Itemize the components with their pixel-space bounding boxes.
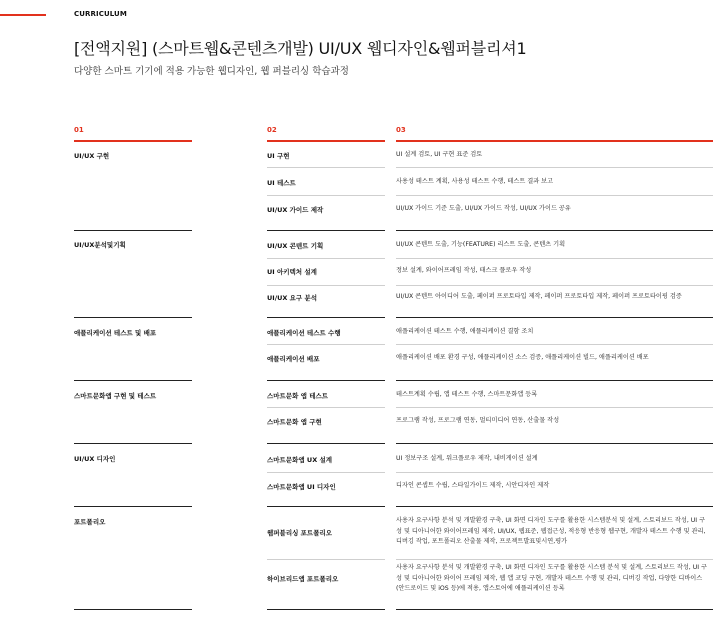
unit-name: 애플리케이션 배포 [267,355,320,363]
page-subtitle: 다양한 스마트 기기에 적용 가능한 웹디자인, 웹 퍼블리싱 학습과정 [74,66,349,77]
unit-description: 사용자 요구사항 분석 및 개발환경 구축, UI 화면 디자인 도구를 활용한 시스템 분석 및 설계, 스토리보드 작성, UI 구성 및 디아니어한 와이어 프레임 제작, 웹 앱 코딩 구현, 개발자 테스트 수행 및 관리, 디버깅 작업, 다양한 디바이스(안드로이드 및 iOS 등)에 적용, 앱스토어에 애플리케이션 등록 [396,564,708,592]
category-divider [74,506,192,507]
column-number-03: 03 [396,126,406,134]
curriculum-row [267,318,713,345]
page-title: [전액지원] (스마트웹&콘텐츠개발) UI/UX 웹디자인&웹퍼블리셔1 [74,39,527,58]
unit-description: 애플리케이션 배포 환경 구성, 애플리케이션 소스 검증, 애플리케이션 빌드, 애플리케이션 배포 [396,354,649,361]
unit-name: 스마트문화앱 UX 설계 [267,456,333,464]
curriculum-row [267,444,713,473]
category-divider [74,230,192,231]
category-divider [74,380,192,381]
curriculum-row [267,473,713,507]
unit-description: 사용성 테스트 계획, 사용성 테스트 수행, 테스트 결과 보고 [396,178,554,185]
unit-name: UI/UX 가이드 제작 [267,206,324,214]
curriculum-row [267,381,713,408]
unit-name: 웹퍼블리싱 포트폴리오 [267,529,333,537]
unit-name: 하이브리드앱 포트폴리오 [267,575,339,583]
unit-description: 테스트계획 수립, 앱 테스트 수행, 스마트문화앱 등록 [396,391,538,398]
unit-name: 스마트문화앱 UI 디자인 [267,483,336,491]
unit-description: 정보 설계, 와이어프레임 작성, 태스크 플로우 작성 [396,267,532,274]
unit-name: UI/UX 요구 분석 [267,294,318,302]
unit-name: 애플리케이션 테스트 수행 [267,329,341,337]
unit-description: 프로그램 작성, 프로그램 연동, 멀티미디어 연동, 산출물 작성 [396,417,560,424]
column-number-01: 01 [74,126,84,134]
category-name: UI/UX 구현 [74,152,110,160]
curriculum-row [267,259,713,286]
accent-line [0,14,46,16]
section-label: CURRICULUM [74,10,127,18]
category-name: UI/UX분석및기획 [74,241,126,249]
category-name: 스마트문화앱 구현 및 테스트 [74,392,157,400]
unit-name: UI/UX 콘텐트 기획 [267,242,324,250]
unit-description: 사용자 요구사항 분석 및 개발환경 구축, UI 화면 디자인 도구를 활용한 시스템분석 및 설계, 스토리보드 작성, UI 구성 및 디아니어한 와이어프레임 제작, UI/UX, 웹표준, 웹접근성, 적응형 반응형 웹구현, 개발자 테스트 수행 및 관리, 디버깅 작업, 포트폴리오 산출물 제작, 프로젝트발표및시연,평가 [396,517,706,545]
curriculum-row [267,345,713,381]
category-divider [74,609,192,610]
unit-description: UI/UX 콘텐트 도출, 기능(FEATURE) 리스트 도출, 콘텐츠 기획 [396,241,566,248]
unit-name: UI 구현 [267,152,290,160]
unit-description: UI 정보구조 설계, 워크플로우 제작, 내비게이션 설계 [396,455,538,462]
category-name: UI/UX 디자인 [74,455,116,463]
unit-name: 스마트문화 앱 테스트 [267,392,329,400]
curriculum-row [267,408,713,444]
category-divider [74,317,192,318]
curriculum-row [267,286,713,318]
unit-name: UI 테스트 [267,179,296,187]
curriculum-row [267,196,713,231]
curriculum-row [267,560,713,610]
row-divider [396,609,713,610]
curriculum-row [267,142,713,168]
curriculum-row [267,507,713,560]
category-name: 애플리케이션 테스트 및 배포 [74,329,157,337]
unit-description: 디자인 콘셉트 수립, 스타일가이드 제작, 시안디자인 제작 [396,482,550,489]
unit-description: UI 설계 검토, UI 구현 표준 검토 [396,151,483,158]
unit-description: 애플리케이션 테스트 수행, 애플리케이션 결함 조치 [396,328,534,335]
unit-name: UI 아키텍처 설계 [267,268,317,276]
category-name: 포트폴리오 [74,518,106,526]
column-number-02: 02 [267,126,277,134]
unit-description: UI/UX 콘텐트 아이디어 도출, 페이퍼 프로토타입 제작, 페이퍼 프로토타입 제작, 페이퍼 프로토타이핑 검증 [396,293,682,300]
category-divider [74,443,192,444]
column-01-divider [74,140,192,142]
unit-description: UI/UX 가이드 기준 도출, UI/UX 가이드 작성, UI/UX 가이드 공유 [396,205,571,212]
row-divider [267,609,385,610]
unit-name: 스마트문화 앱 구현 [267,418,322,426]
curriculum-row [267,231,713,259]
curriculum-row [267,168,713,196]
